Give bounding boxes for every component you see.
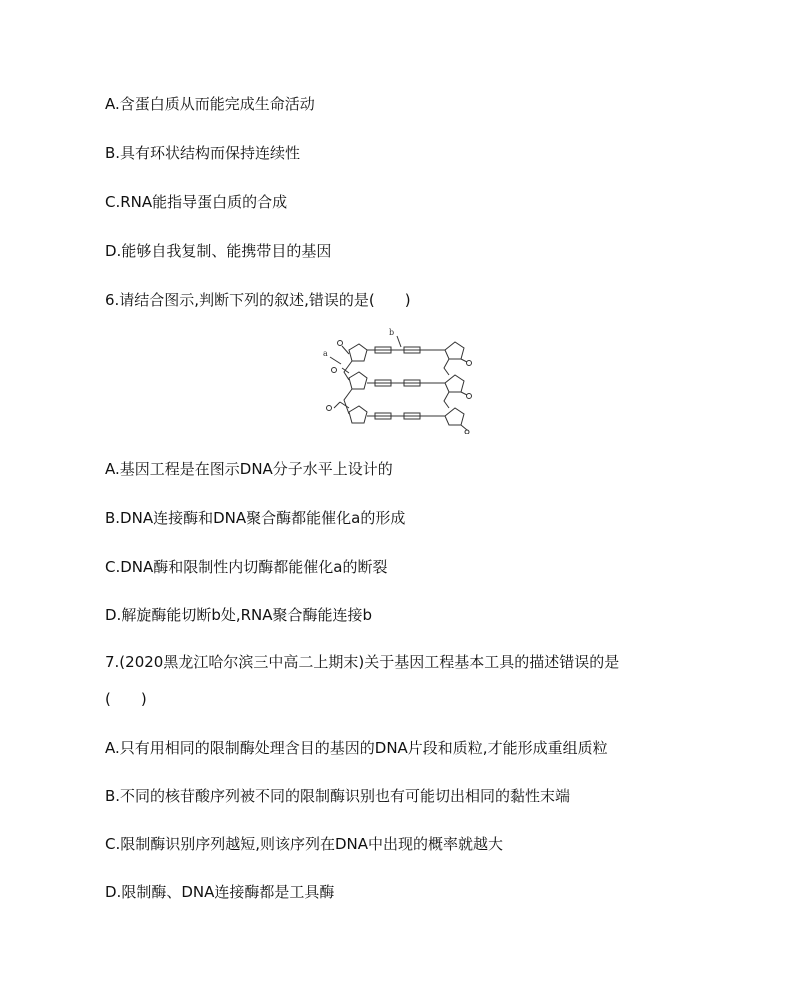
q7-option-d: D.限制酶、DNA连接酶都是工具酶 xyxy=(105,883,335,901)
q6-option-c: C.DNA酶和限制性内切酶都能催化a的断裂 xyxy=(105,558,388,576)
right-sugar-2 xyxy=(445,375,464,392)
right-phosphate-1 xyxy=(467,361,472,366)
q6-option-a: A.基因工程是在图示DNA分子水平上设计的 xyxy=(105,460,393,478)
right-sugar-1 xyxy=(445,342,464,359)
label-a: a xyxy=(323,349,328,358)
label-a-pointer xyxy=(330,357,341,364)
right-phosphate-2 xyxy=(467,394,472,399)
left-sugar-1 xyxy=(349,344,367,361)
right-backbone xyxy=(444,359,467,430)
left-phosphate-3 xyxy=(327,406,332,411)
label-b: b xyxy=(389,328,395,337)
left-phosphate-2 xyxy=(332,368,337,373)
q7-stem: 7.(2020黑龙江哈尔滨三中高二上期末)关于基因工程基本工具的描述错误的是 xyxy=(105,653,620,671)
dna-structure-figure xyxy=(322,328,472,434)
left-sugar-3 xyxy=(349,406,367,423)
left-sugar-2 xyxy=(349,372,367,389)
q7-option-c: C.限制酶识别序列越短,则该序列在DNA中出现的概率就越大 xyxy=(105,835,504,853)
q7-option-b: B.不同的核苷酸序列被不同的限制酶识别也有可能切出相同的黏性末端 xyxy=(105,787,571,805)
q7-option-a: A.只有用相同的限制酶处理含目的基因的DNA片段和质粒,才能形成重组质粒 xyxy=(105,739,608,757)
q5-option-b: B.具有环状结构而保持连续性 xyxy=(105,144,301,162)
q5-option-d: D.能够自我复制、能携带目的基因 xyxy=(105,242,332,260)
q6-stem: 6.请结合图示,判断下列的叙述,错误的是( ) xyxy=(105,291,411,309)
right-sugar-3 xyxy=(445,408,464,425)
left-phosphate-1 xyxy=(338,341,343,346)
q7-stem-bracket: ( ) xyxy=(105,690,147,708)
q6-option-b: B.DNA连接酶和DNA聚合酶都能催化a的形成 xyxy=(105,509,406,527)
right-phosphate-3 xyxy=(465,430,469,434)
q6-option-d: D.解旋酶能切断b处,RNA聚合酶能连接b xyxy=(105,606,373,624)
label-b-pointer xyxy=(397,336,401,347)
q5-option-c: C.RNA能指导蛋白质的合成 xyxy=(105,193,288,211)
q5-option-a: A.含蛋白质从而能完成生命活动 xyxy=(105,95,315,113)
